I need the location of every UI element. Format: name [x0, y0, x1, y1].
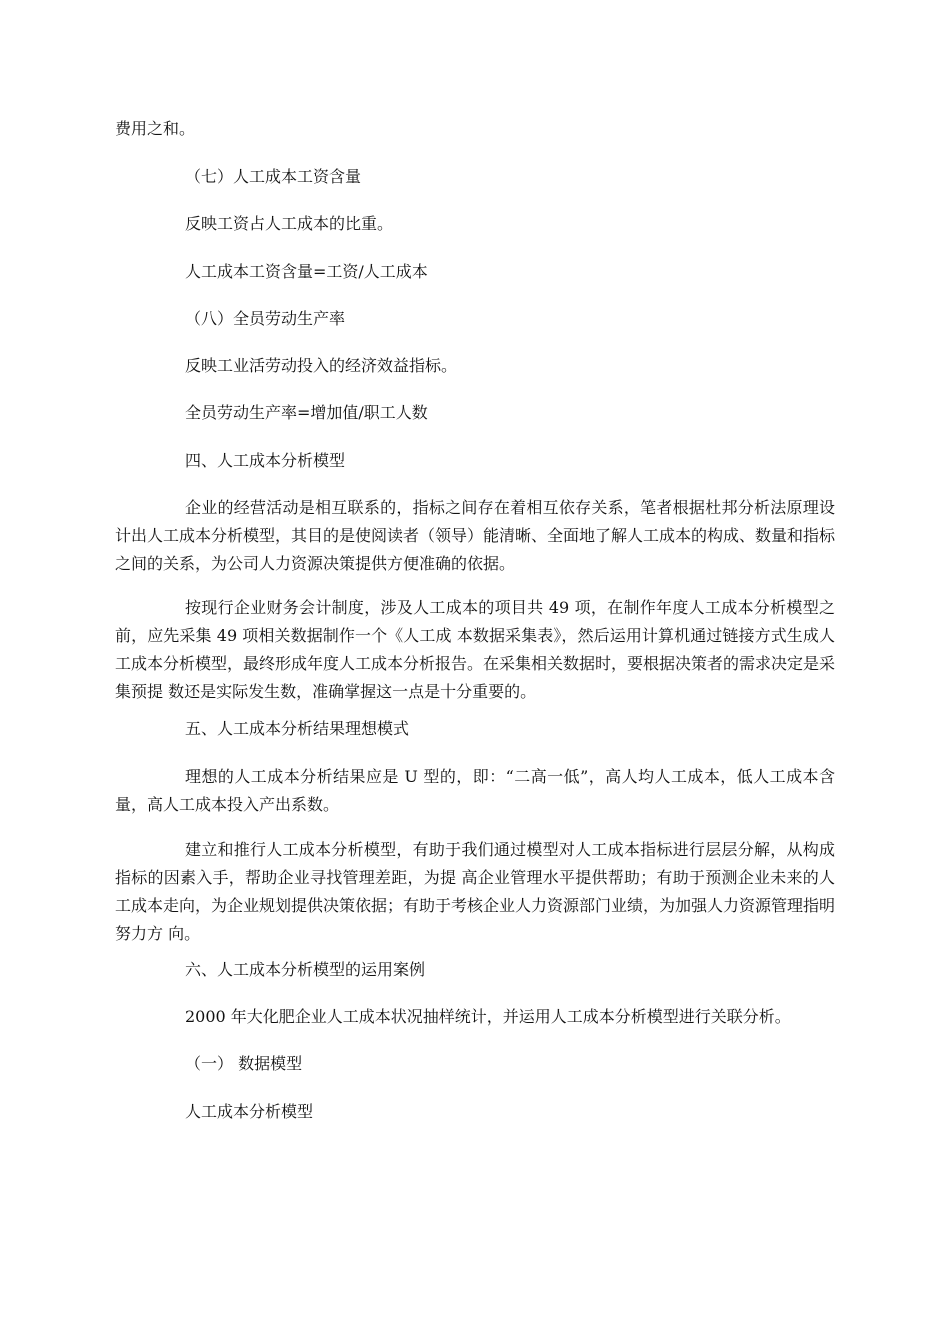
paragraph: 建立和推行人工成本分析模型，有助于我们通过模型对人工成本指标进行层层分解，从构成指标的因素入手，帮助企业寻找管理差距，为提 高企业管理水平提供帮助；有助于预测企业未来的人工成本走向，为企业规划提供决策依据；有助于考核企业人力资源部门业绩，为加强人力资源管理指明努力方 向。 — [115, 840, 836, 943]
section-heading-six: 六、人工成本分析模型的运用案例 — [185, 960, 426, 979]
section-heading-four: 四、人工成本分析模型 — [185, 451, 346, 470]
paragraph: 按现行企业财务会计制度，涉及人工成本的项目共 49 项，在制作年度人工成本分析模型之前，应先采集 49 项相关数据制作一个《人工成 本数据采集表》，然后运用计算机通过链接方式生成人工成本分析模型，最终形成年度人工成本分析报告。在采集相关数据时，要根据决策者的需求决定是采集预提 数还是实际发生数，准确掌握这一点是十分重要的。 — [115, 598, 836, 701]
paragraph: 企业的经营活动是相互联系的，指标之间存在着相互依存关系，笔者根据杜邦分析法原理设计出人工成本分析模型，其目的是使阅读者（领导）能清晰、全面地了解人工成本的构成、数量和指标之间的关系，为公司人力资源决策提供方便准确的依据。 — [115, 498, 836, 573]
text-line-continuation: 费用之和。 — [115, 119, 196, 138]
text-line: 反映工业活劳动投入的经济效益指标。 — [185, 356, 458, 375]
paragraph: 理想的人工成本分析结果应是 U 型的，即：“二高一低”，高人均人工成本，低人工成本含量，高人工成本投入产出系数。 — [115, 767, 835, 814]
subheading-seven: （七）人工成本工资含量 — [185, 167, 362, 186]
text-line: 人工成本分析模型 — [185, 1102, 314, 1121]
section-heading-five: 五、人工成本分析结果理想模式 — [185, 719, 410, 738]
formula-line: 人工成本工资含量=工资/人工成本 — [185, 262, 428, 281]
subheading-eight: （八）全员劳动生产率 — [185, 309, 346, 328]
subheading-one: （一） 数据模型 — [185, 1054, 303, 1073]
text-line: 2000 年大化肥企业人工成本状况抽样统计，并运用人工成本分析模型进行关联分析。 — [185, 1007, 791, 1026]
formula-line: 全员劳动生产率=增加值/职工人数 — [185, 403, 428, 422]
text-line: 反映工资占人工成本的比重。 — [185, 214, 394, 233]
